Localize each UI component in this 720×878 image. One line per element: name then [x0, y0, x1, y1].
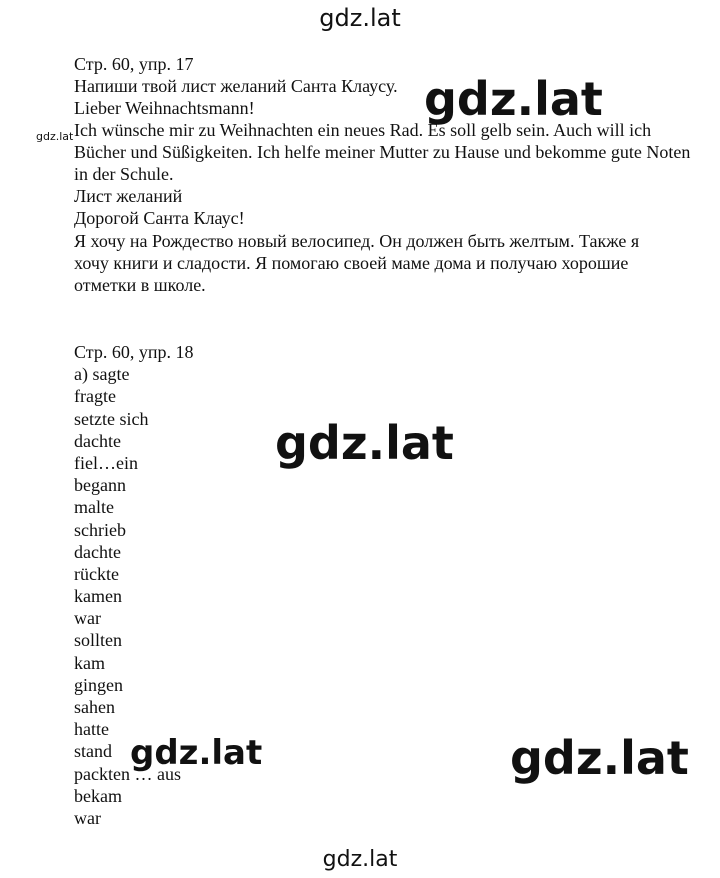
watermark-header: gdz.lat — [319, 4, 401, 32]
answer-item: fiel…ein — [74, 452, 138, 473]
answer-item: stand — [74, 741, 112, 762]
answer-item: rückte — [74, 563, 119, 584]
watermark-large: gdz.lat — [510, 731, 689, 785]
exercise-17-heading: Стр. 60, упр. 17 — [74, 54, 194, 74]
answer-item: malte — [74, 497, 114, 518]
watermark-footer: gdz.lat — [322, 847, 398, 872]
letter-text-ru — [74, 230, 674, 296]
answer-item: packten … aus — [74, 763, 181, 784]
exercise-17-task: Напиши твой лист желаний Санта Клаусу. — [74, 76, 398, 96]
letter-text-ru-line: Я хочу на Рождество новый велосипед. Он должен быть желтым. Также я — [74, 231, 640, 251]
letter-text-de-line: in der Schule. — [74, 164, 174, 184]
answer-item: kam — [74, 652, 105, 673]
answer-item: a) sagte — [74, 364, 130, 385]
watermark-small: gdz.lat — [36, 130, 74, 143]
exercise-17-header-block — [74, 53, 398, 119]
answer-item: schrieb — [74, 519, 126, 540]
letter-text-de — [74, 119, 691, 185]
letter-text-ru-line: отметки в школе. — [74, 275, 206, 295]
watermark-large: gdz.lat — [130, 733, 263, 773]
answer-item: dachte — [74, 430, 121, 451]
answer-item: bekam — [74, 785, 122, 806]
answer-item: war — [74, 807, 101, 828]
answer-item: begann — [74, 475, 126, 496]
letter-ru-header-block — [74, 185, 245, 229]
letter-greeting-ru: Дорогой Санта Клаус! — [74, 208, 245, 228]
answer-item: hatte — [74, 719, 109, 740]
answer-item: war — [74, 608, 101, 629]
watermark-large: gdz.lat — [275, 416, 454, 470]
letter-text-de-line: Bücher und Süßigkeiten. Ich helfe meiner Mutter zu Hause und bekomme gute Noten — [74, 142, 691, 162]
answer-item: dachte — [74, 541, 121, 562]
answer-item: setzte sich — [74, 408, 149, 429]
answer-item: fragte — [74, 386, 116, 407]
letter-greeting-de: Lieber Weihnachtsmann! — [74, 98, 255, 118]
answer-item: kamen — [74, 586, 122, 607]
answer-item: sahen — [74, 697, 115, 717]
letter-text-ru-line: хочу книги и сладости. Я помогаю своей маме дома и получаю хорошие — [74, 253, 629, 273]
letter-title-ru: Лист желаний — [74, 186, 183, 206]
exercise-18-heading: Стр. 60, упр. 18 — [74, 342, 194, 362]
letter-text-de-line: Ich wünsche mir zu Weihnachten ein neues Rad. Es soll gelb sein. Auch will ich — [74, 120, 652, 140]
answer-item: sollten — [74, 630, 122, 651]
answer-item: gingen — [74, 674, 123, 695]
watermark-large: gdz.lat — [424, 72, 603, 126]
